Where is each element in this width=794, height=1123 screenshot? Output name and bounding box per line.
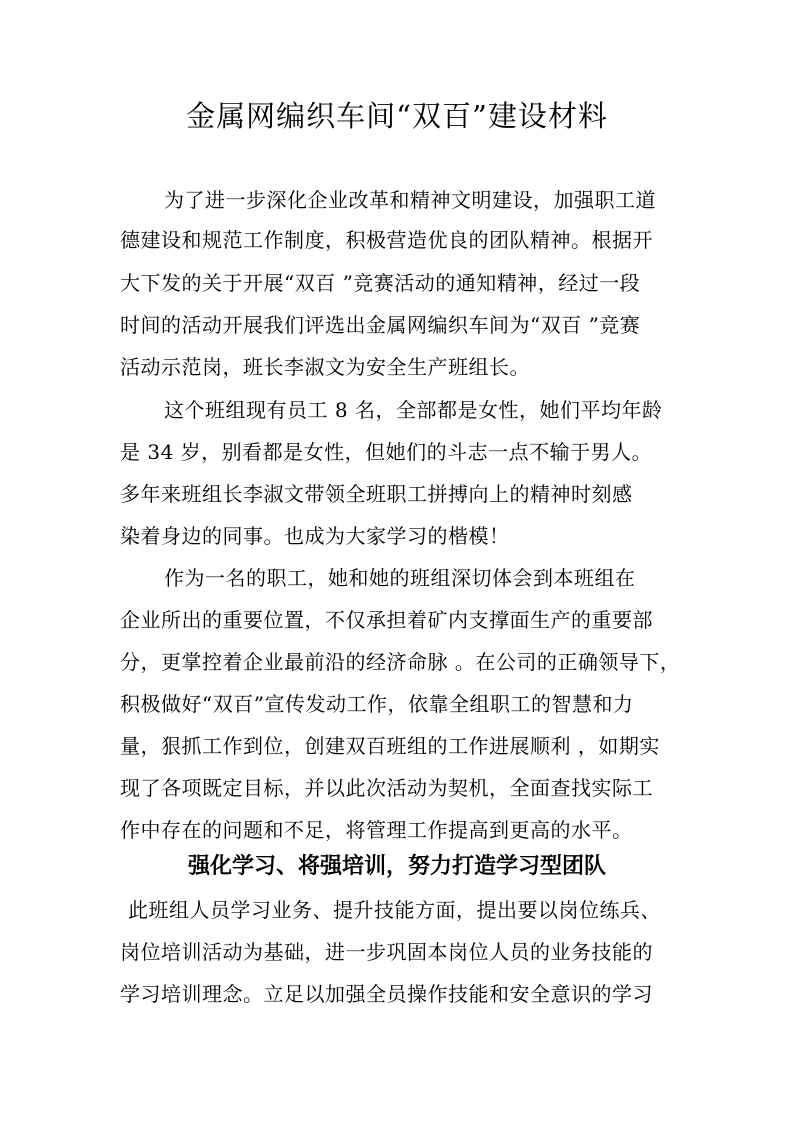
paragraph-1-line-1: 为了进一步深化企业改革和精神文明建设，加强职工道 (164, 188, 656, 212)
paragraph-1-line-5: 活动示范岗，班长李淑文为安全生产班组长。 (120, 355, 530, 379)
paragraph-3-line-1: 作为一名的职工，她和她的班组深切体会到本班组在 (164, 566, 636, 590)
paragraph-1-line-2: 德建设和规范工作制度，积极营造优良的团队精神。根据开 (120, 228, 653, 252)
paragraph-3-line-3: 分，更掌控着企业最前沿的经济命脉 。在公司的正确领导下， (120, 650, 680, 674)
paragraph-2-line-3: 多年来班组长李淑文带领全班职工拼搏向上的精神时刻感 (120, 482, 633, 506)
paragraph-3-line-2: 企业所出的重要位置，不仅承担着矿内支撑面生产的重要部 (120, 608, 653, 632)
paragraph-3-line-7: 作中存在的问题和不足，将管理工作提高到更高的水平。 (120, 818, 633, 842)
paragraph-4-line-3: 学习培训理念。立足以加强全员操作技能和安全意识的学习 (120, 982, 653, 1006)
paragraph-4-line-1: 此班组人员学习业务、提升技能方面，提出要以岗位练兵、 (128, 898, 661, 922)
paragraph-3-line-5: 量，狠抓工作到位，创建双百班组的工作进展顺利 ，如期实 (120, 734, 660, 758)
paragraph-3-line-4: 积极做好“双百”宣传发动工作，依靠全组职工的智慧和力 (120, 692, 634, 716)
paragraph-2-line-2: 是 34 岁，别看都是女性，但她们的斗志一点不输于男人。 (120, 440, 653, 464)
paragraph-2-line-1: 这个班组现有员工 8 名，全部都是女性，她们平均年龄 (164, 398, 663, 422)
section-heading: 强化学习、将强培训，努力打造学习型团队 (187, 853, 606, 879)
document-title: 金属网编织车间“双百”建设材料 (186, 99, 608, 133)
paragraph-2-line-4: 染着身边的同事。也成为大家学习的楷模！ (120, 524, 510, 548)
paragraph-3-line-6: 现了各项既定目标，并以此次活动为契机，全面查找实际工 (120, 776, 653, 800)
paragraph-1-line-4: 时间的活动开展我们评选出金属网编织车间为“双百 ”竞赛 (120, 313, 641, 337)
paragraph-1-line-3: 大下发的关于开展“双百 ”竞赛活动的通知精神，经过一段 (120, 271, 641, 295)
paragraph-4-line-2: 岗位培训活动为基础，进一步巩固本岗位人员的业务技能的 (120, 940, 653, 964)
